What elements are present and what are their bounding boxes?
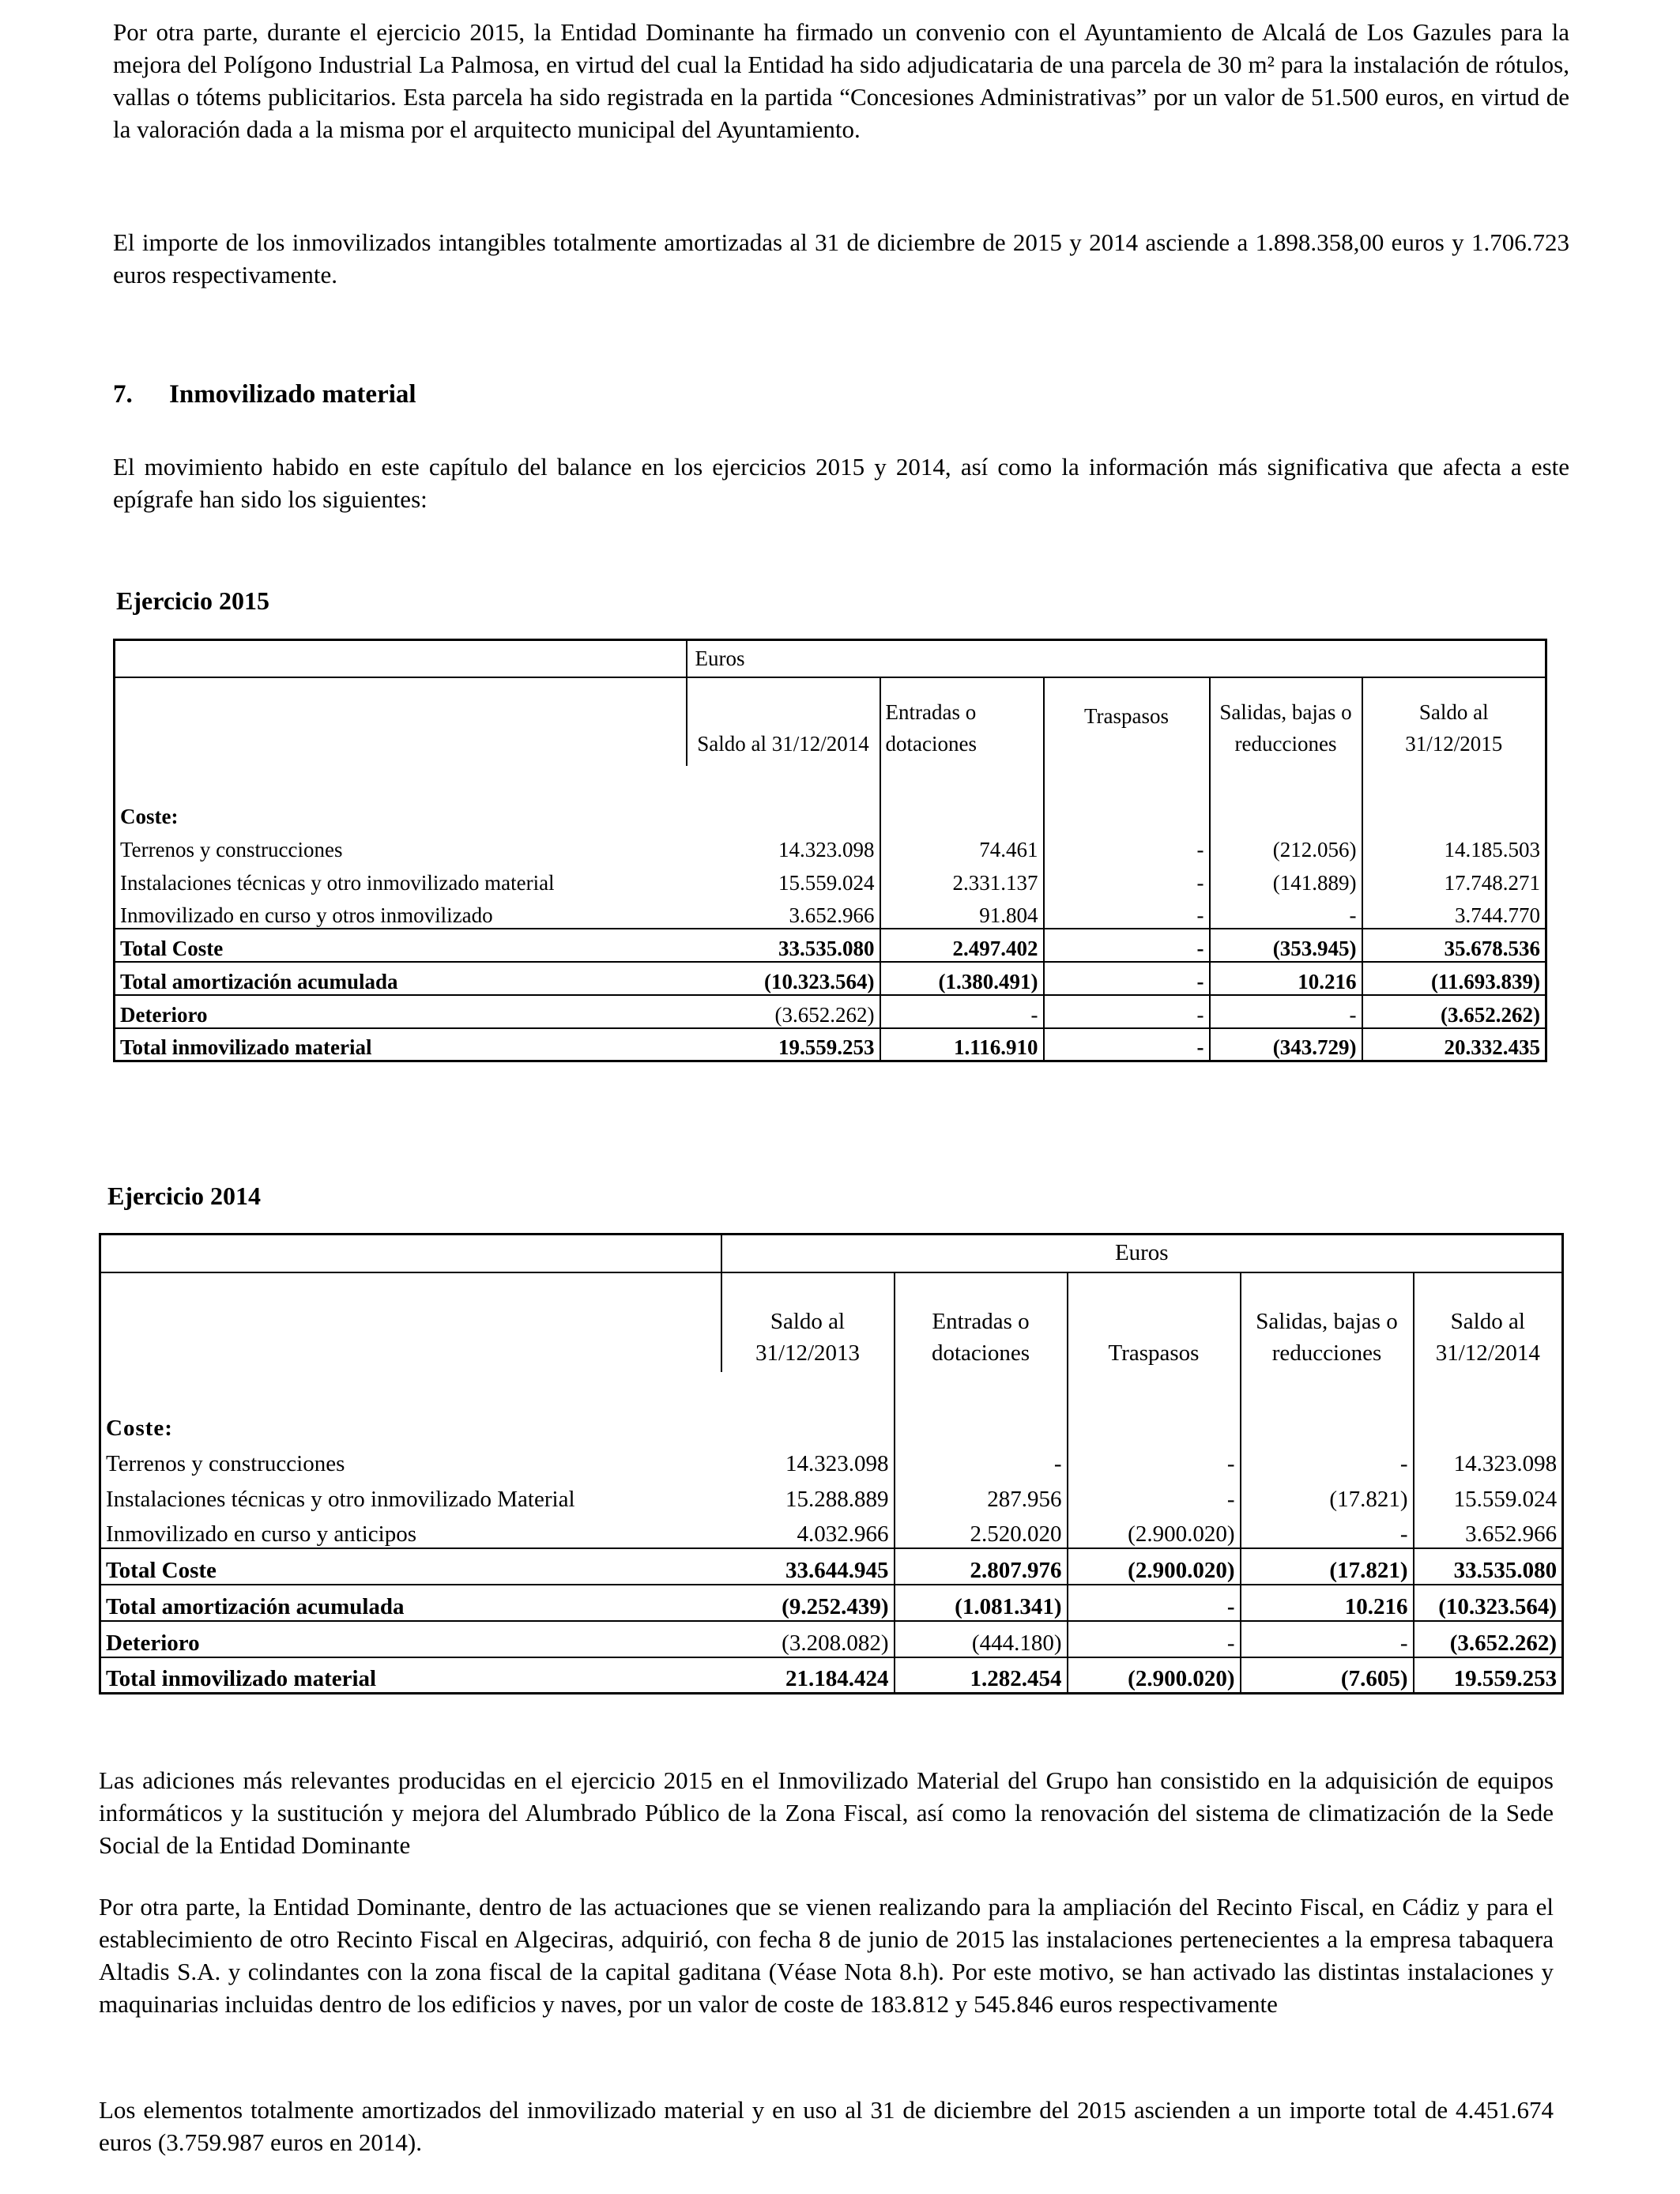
table-2014-currency-row — [100, 1235, 1563, 1272]
table-2014-header-row — [100, 1272, 1563, 1372]
table-row: Instalaciones técnicas y otro inmovilizado material 15.559.024 2.331.137 - (141.889) 17.748.271 — [115, 862, 1546, 895]
table-2014 — [99, 1233, 1564, 1695]
table-2015 — [113, 639, 1547, 1062]
table-row: Terrenos y construcciones 14.323.098 74.461 - (212.056) 14.185.503 — [115, 829, 1546, 862]
intangibles-paragraph: El importe de los inmovilizados intangibles totalmente amortizadas al 31 de diciembre de 2015 y 2014 asciende a 1.898.358,00 euros y 1.706.723 euros respectivamente. — [113, 228, 1569, 288]
table-row-total-inmovilizado: Total inmovilizado material 19.559.253 1.116.910 - (343.729) 20.332.435 — [115, 1028, 1546, 1061]
header-col-1: Saldo al 31/12/2013 — [721, 1272, 895, 1372]
section-title: Inmovilizado material — [169, 380, 416, 409]
movement-paragraph: El movimiento habido en este capítulo del balance en los ejercicios 2015 y 2014, así como la información más significativa que afecta a este epígrafe han sido los siguientes: — [113, 453, 1569, 513]
table-2015-title: Ejercicio 2015 — [116, 586, 270, 615]
table-row-total-inmovilizado: Total inmovilizado material 21.184.424 1.282.454 (2.900.020) (7.605) 19.559.253 — [100, 1657, 1563, 1694]
intro-paragraph: Por otra parte, durante el ejercicio 2015, la Entidad Dominante ha firmado un convenio con el Ayuntamiento de Alcalá de Los Gazules para la mejora del Polígono Industrial La Palmosa, en virtud del cual la Entidad ha sido adjudicataria de una parcela de 30 m² para la instalación de rótulos, vallas o tótems publicitarios. Esta parcela ha sido registrada en la partida “Concesiones Administrativas” por un valor de 51.500 euros, en virtud de la valoración dada a la misma por el arquitecto municipal del Ayuntamiento. — [113, 18, 1569, 143]
group-label: Coste: — [120, 804, 179, 828]
table-row: Inmovilizado en curso y anticipos 4.032.966 2.520.020 (2.900.020) - 3.652.966 — [100, 1513, 1563, 1548]
table-row-deterioro: Deterioro (3.208.082) (444.180) - - (3.652.262) — [100, 1621, 1563, 1657]
additions-paragraph: Las adiciones más relevantes producidas en el ejercicio 2015 en el Inmovilizado Material del Grupo han consistido en la adquisición de equipos informáticos y la sustitución y mejora del Alumbrado Público de la Zona Fiscal, así como la renovación del sistema de climatización de la Sede Social de la Entidad Dominante — [99, 1766, 1554, 1859]
table-2014-currency: Euros — [721, 1235, 1563, 1272]
header-col-3: Traspasos — [1068, 1272, 1241, 1372]
table-2015-currency: Euros — [687, 640, 1546, 677]
table-row: Instalaciones técnicas y otro inmovilizado Material 15.288.889 287.956 - (17.821) 15.559.024 — [100, 1477, 1563, 1513]
table-2014-title: Ejercicio 2014 — [107, 1182, 262, 1210]
section-number: 7. — [113, 380, 133, 409]
table-row: Terrenos y construcciones 14.323.098 - - - 14.323.098 — [100, 1442, 1563, 1477]
table-row-amortizacion: Total amortización acumulada (9.252.439) (1.081.341) - 10.216 (10.323.564) — [100, 1585, 1563, 1621]
header-col-2: Entradas o dotaciones — [895, 1272, 1068, 1372]
header-col-4: Salidas, bajas o reducciones — [1210, 677, 1362, 766]
table-2015-group-row — [115, 766, 1546, 829]
section-heading — [113, 380, 416, 409]
header-col-3: Traspasos — [1044, 677, 1210, 766]
header-col-1: Saldo al 31/12/2014 — [687, 677, 880, 766]
header-col-4: Salidas, bajas o reducciones — [1241, 1272, 1414, 1372]
table-row: Inmovilizado en curso y otros inmovilizado 3.652.966 91.804 - - 3.744.770 — [115, 895, 1546, 929]
header-col-2: Entradas o dotaciones — [880, 677, 1044, 766]
table-row-amortizacion: Total amortización acumulada (10.323.564) (1.380.491) - 10.216 (11.693.839) — [115, 962, 1546, 995]
header-col-5: Saldo al 31/12/2015 — [1405, 699, 1503, 756]
table-row-total-coste: Total Coste 33.535.080 2.497.402 - (353.945) 35.678.536 — [115, 929, 1546, 962]
table-row-deterioro: Deterioro (3.652.262) - - - (3.652.262) — [115, 995, 1546, 1028]
header-col-5: Saldo al 31/12/2014 — [1435, 1308, 1540, 1366]
altadis-paragraph: Por otra parte, la Entidad Dominante, dentro de las actuaciones que se vienen realizando para la ampliación del Recinto Fiscal, en Cádiz y para el establecimiento de otro Recinto Fiscal en Algeciras, adquirió, con fecha 8 de junio de 2015 las instalaciones pertenecientes a la empresa tabaquera Altadis S.A. y colindantes con la zona fiscal de la capital gaditana (Véase Nota 8.h). Por este motivo, se han activado las distintas instalaciones y maquinarias incluidas dentro de los edificios y naves, por un valor de coste de 183.812 y 545.846 euros respectivamente — [99, 1893, 1554, 2018]
table-2015-currency-row — [115, 640, 1546, 677]
group-label: Coste: — [106, 1415, 173, 1441]
table-2014-group-row — [100, 1372, 1563, 1442]
table-2015-header-row — [115, 677, 1546, 766]
table-row-total-coste: Total Coste 33.644.945 2.807.976 (2.900.020) (17.821) 33.535.080 — [100, 1548, 1563, 1585]
amortized-elements-paragraph: Los elementos totalmente amortizados del inmovilizado material y en uso al 31 de diciembre del 2015 ascienden a un importe total de 4.451.674 euros (3.759.987 euros en 2014). — [99, 2096, 1554, 2156]
